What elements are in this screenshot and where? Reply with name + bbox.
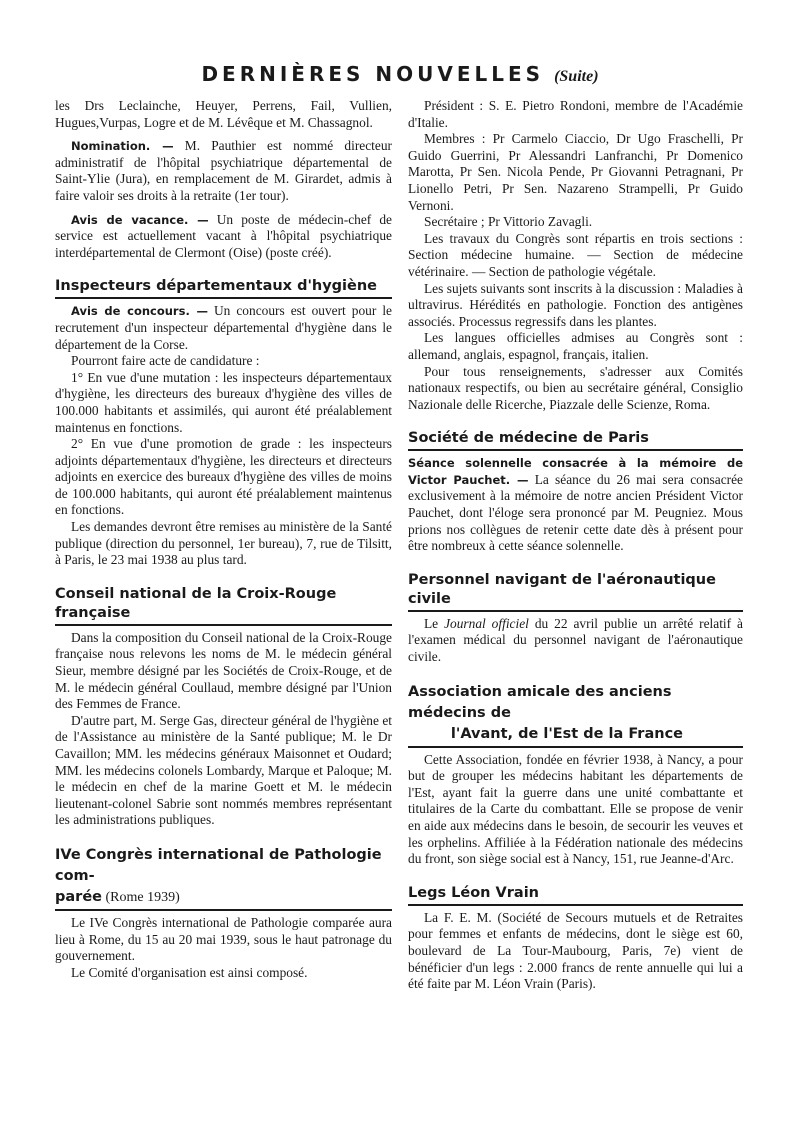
congres-p2: Le Comité d'organisation est ainsi composé. (71, 964, 308, 980)
association-title-line1: Association amicale des anciens médecins de (408, 683, 672, 721)
section-title-personnel: Personnel navigant de l'aéronautique civile (408, 571, 743, 612)
societe-paragraph (408, 455, 743, 555)
vacance-text: Un poste de médecin-chef de service est actuellement vacant à l'hôpital psychiatrique interdépartemental de Clermont (Oise) (poste créé). (55, 211, 392, 260)
nomination-text: M. Pauthier est nommé directeur administratif de l'hôpital psychiatrique départemental de Saint-Ylie (Jura), en remplacement de M. Girardet, admis à faire valoir ses droits à la retraite (1er tour). (55, 138, 392, 203)
congres-title-line2: parée (55, 888, 102, 905)
societe-text: La séance du 26 mai sera consacrée exclusivement à la mémoire de notre ancien Président Victor Pauchet, dont l'éloge sera prononcé par M. Peugniez. Mous prions nos collègues de retenir cette date dès à présent pour être nombreux à cette séance solennelle. (408, 471, 743, 554)
croix-rouge-p1: Dans la composition du Conseil national de la Croix-Rouge française nous relevons les noms de M. le médecin général Sieur, membre désigné par les Sociétés de Croix-Rouge, et de M. le médecin général Coullaud, membre désigné par l'Union des Femmes de France. (55, 629, 392, 712)
continuation-paragraph: les Drs Leclainche, Heuyer, Perrens, Fail, Vullien, Hugues,Vurpas, Logre et de M. Lévêque et M. Chassagnol. (55, 98, 392, 130)
personnel-paragraph (408, 616, 743, 666)
page-title: DERNIÈRES NOUVELLES (201, 62, 545, 86)
section-title-inspecteurs: Inspecteurs départementaux d'hygiène (55, 277, 392, 299)
inspecteurs-p3: 2° En vue d'une promotion de grade : les inspecteurs adjoints départementaux d'hygiène, les directeurs et directeurs adjoints en exercice des bureaux d'hygiène des villes de moins de 100.000 habitants, qui auront été préalablement maintenus en fonctions. (55, 436, 392, 518)
association-title-line2: l'Avant, de l'Est de la France (450, 725, 683, 742)
section-title-croix-rouge: Conseil national de la Croix-Rouge française (55, 585, 392, 626)
section-title-congres (55, 845, 392, 911)
congres-sujets: Les sujets suivants sont inscrits à la discussion : Maladies à ultravirus. Hérédités en pathologie. Fonction des antigènes associés. Processus regressifs dans les plantes. (408, 280, 743, 329)
nomination-lead: Nomination. — (71, 139, 174, 154)
congres-secretaire: Secrétaire ; Pr Vittorio Zavagli. (424, 214, 593, 230)
inspecteurs-p4: Les demandes devront être remises au ministère de la Santé publique (direction du personnel, 1er bureau), 7, rue de Tilsitt, à Paris, le 23 mai 1938 au plus tard. (55, 519, 392, 568)
vacance-paragraph (55, 212, 392, 262)
section-title-legs: Legs Léon Vrain (408, 884, 743, 906)
section-title-association (408, 682, 743, 748)
concours-text: Un concours est ouvert pour le recrutement d'un inspecteur départemental d'hygiène dans le département de la Corse. (55, 303, 392, 352)
left-column (55, 98, 392, 981)
personnel-text: du 22 avril publie un arrêté relatif à l'examen médical du personnel navigant de l'aéronautique civile. (408, 615, 743, 665)
congres-sections: Les travaux du Congrès sont répartis en trois sections : Section médecine humaine. — Section de médecine vétérinaire. — Section de pathologie végétale. (408, 230, 743, 279)
congres-membres: Membres : Pr Carmelo Ciaccio, Dr Ugo Fraschelli, Pr Guido Guerrini, Pr Alessandri Lanfranchi, Pr Domenico Marotta, Pr Sen. Nicola Pende, Pr Giovanni Petragnani, Pr Lionello Petri, Pr Sen. Nazareno Strampelli, Pr Guido Vernoni. (408, 131, 743, 213)
right-column (408, 98, 743, 993)
vacance-lead: Avis de vacance. — (71, 212, 209, 227)
nomination-paragraph (55, 138, 392, 204)
legs-paragraph: La F. E. M. (Société de Secours mutuels et de Retraites pour femmes et enfants de médecins, dont le siège est 60, boulevard de La Tour-Maubourg, Paris, 7e) vient de bénéficier d'un legs : 2.000 francs de rente annuelle qui lui a été faite par M. Léon Vrain (Paris). (408, 909, 743, 992)
croix-rouge-p2: D'autre part, M. Serge Gas, directeur général de l'hygiène et de l'Assistance au ministère de la Santé publique; M. le Dr Cavaillon; MM. les médecins généraux Maisonnet et Oudard; MM. les médecins colonels Lombardy, Marque et Paloque; M. le médecin en chef de la marine Goett et M. le médecin lieutenant-colonel Sabrie sont nommés membres représentant les administrations publiques. (55, 712, 392, 828)
page-title-suite: (Suite) (554, 68, 599, 85)
societe-lead: Séance solennelle consacrée à la mémoire de Victor Pauchet. — (408, 456, 743, 487)
congres-p1: Le IVe Congrès international de Pathologie comparée aura lieu à Rome, du 15 au 20 mai 1939, sous le haut patronage du gouvernement. (55, 914, 392, 964)
congres-langues: Les langues officielles admises au Congrès sont : allemand, anglais, espagnol, français, italien. (408, 330, 743, 362)
congres-title-place: (Rome 1939) (101, 889, 180, 905)
association-paragraph: Cette Association, fondée en février 1938, à Nancy, a pour but de grouper les médecins habitant les départements de l'Est, ayant fait la guerre dans une unité combattante et titulaires de la Carte du combattant. Elle se propose de venir en aide aux médecins dans le besoin, de secourir les veuves et les orphelins. Affiliée à la Fédération nationale des médecins du front, son siège social est à Nancy, 151, rue Jeanne-d'Arc. (408, 751, 743, 867)
congres-renseignements: Pour tous renseignements, s'adresser aux Comités nationaux respectifs, ou bien au secrétaire général, Consiglio Nazionale delle Ricerche, Piazzale delle Scienze, Roma. (408, 363, 743, 412)
page-header (0, 62, 800, 86)
personnel-pre: Le (424, 615, 445, 631)
concours-paragraph (55, 303, 392, 353)
concours-lead: Avis de concours. — (71, 304, 208, 319)
inspecteurs-p1: Pourront faire acte de candidature : (71, 353, 260, 369)
inspecteurs-p2: 1° En vue d'une mutation : les inspecteurs départementaux d'hygiène, les directeurs des bureaux d'hygiène des villes de 100.000 habitants et assimilés, qui auront été préalablement maintenus en fonctions. (55, 369, 392, 435)
section-title-societe: Société de médecine de Paris (408, 429, 743, 451)
congres-title-line1: IVe Congrès international de Pathologie com- (55, 846, 382, 884)
congres-president: Président : S. E. Pietro Rondoni, membre de l'Académie d'Italie. (408, 98, 743, 130)
personnel-journal: Journal officiel (444, 615, 529, 631)
